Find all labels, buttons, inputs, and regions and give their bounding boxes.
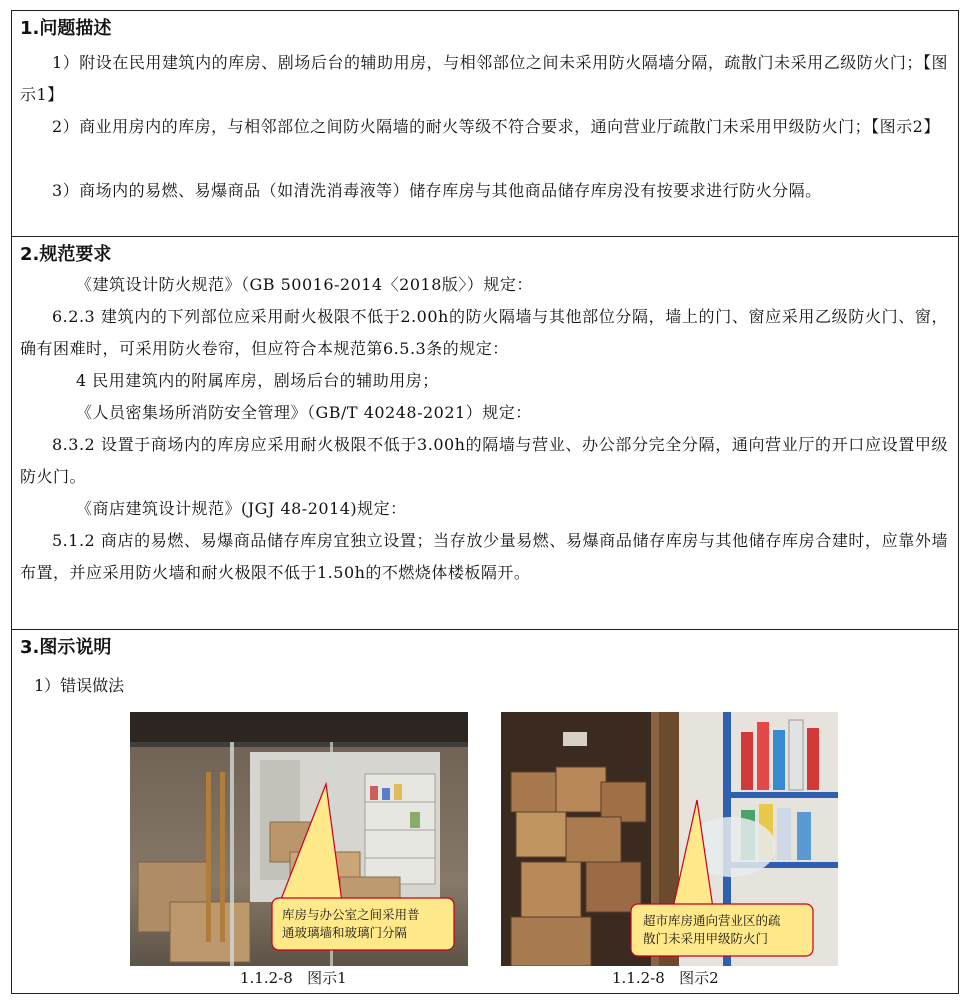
problem-item-2: 2）商业用房内的库房，与相邻部位之间防火隔墙的耐火等级不符合要求，通向营业厅疏散门未采用甲级防火门；【图示2】 <box>52 117 940 136</box>
callout-line: 通玻璃墙和玻璃门分隔 <box>282 925 408 940</box>
figure-2-callout <box>643 912 781 948</box>
code-clause-item-4: 4 民用建筑内的附属库房，剧场后台的辅助用房； <box>76 371 439 390</box>
code-clause-5-1-2: 5.1.2 商店的易燃、易爆商品储存库房宜独立设置；当存放少量易燃、易爆商品储存库房与其他储存库房合建时，应靠外墙布置，并应采用防火墙和耐火极限不低于1.50h的不燃烧体楼板隔开。 <box>20 531 948 582</box>
code-clause-8-3-2: 8.3.2 设置于商场内的库房应采用耐火极限不低于3.00h的隔墙与营业、办公部分完全分隔，通向营业厅的开口应设置甲级防火门。 <box>20 435 948 486</box>
code-clause-6-2-3: 6.2.3 建筑内的下列部位应采用耐火极限不低于2.00h的防火隔墙与其他部位分隔，墙上的门、窗应采用乙级防火门、窗，确有困难时，可采用防火卷帘，但应符合本规范第6.5.3条的规定： <box>20 307 948 358</box>
code-reference-3: 《商店建筑设计规范》(JGJ 48-2014)规定： <box>76 499 407 518</box>
section-title: 1.问题描述 <box>20 18 112 39</box>
section-problem-description <box>12 11 958 237</box>
problem-item-3: 3）商场内的易燃、易爆商品（如清洗消毒液等）储存库房与其他商品储存库房没有按要求进行防火分隔。 <box>52 181 822 200</box>
figure-1-photo <box>130 712 468 966</box>
section-title: 3.图示说明 <box>20 637 112 658</box>
section-title: 2.规范要求 <box>20 244 112 265</box>
document-table <box>11 10 959 994</box>
figure-1-callout <box>282 906 420 942</box>
code-reference-1: 《建筑设计防火规范》（GB 50016-2014〈2018版〉）规定： <box>76 275 533 294</box>
figure-1-caption: 1.1.2-8 图示1 <box>240 969 347 987</box>
subheading-wrong-practice: 1）错误做法 <box>34 676 125 695</box>
callout-line: 库房与办公室之间采用普 <box>282 907 420 922</box>
figure-2-photo <box>501 712 838 966</box>
callout-line: 超市库房通向营业区的疏 <box>643 913 781 928</box>
problem-item-1: 1）附设在民用建筑内的库房、剧场后台的辅助用房，与相邻部位之间未采用防火隔墙分隔，疏散门未采用乙级防火门；【图示1】 <box>20 53 948 104</box>
figure-2-caption: 1.1.2-8 图示2 <box>612 969 719 987</box>
callout-line: 散门未采用甲级防火门 <box>643 931 769 946</box>
section-code-requirements <box>12 237 958 630</box>
code-reference-2: 《人员密集场所消防安全管理》（GB/T 40248-2021）规定： <box>76 403 532 422</box>
section-illustrations <box>12 630 958 993</box>
